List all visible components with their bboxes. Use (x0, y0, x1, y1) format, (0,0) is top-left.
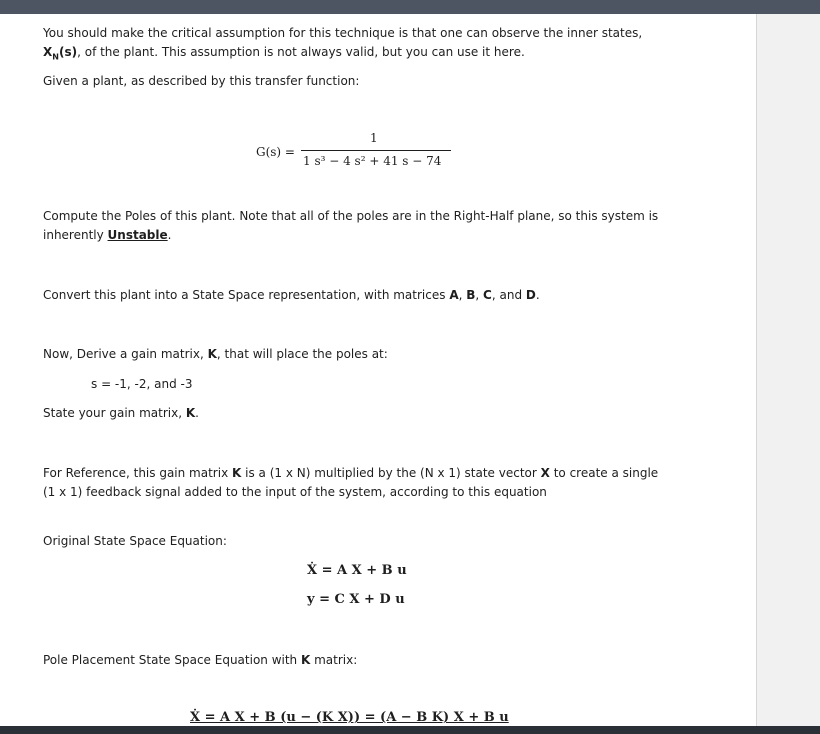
fraction-bar (301, 150, 451, 151)
unstable-word: Unstable (107, 228, 168, 242)
state-space-instruction: Convert this plant into a State Space representation, with matrices A, B, C, and D. (43, 288, 540, 302)
output-equation: y = C X + D u (307, 592, 405, 607)
transfer-function-intro: Given a plant, as described by this transfer function: (43, 74, 360, 88)
pole-placement-label: Pole Placement State Space Equation with K matrix: (43, 653, 358, 667)
gain-matrix-instruction: Now, Derive a gain matrix, K, that will place the poles at: (43, 347, 388, 361)
window-top-bar (0, 0, 820, 14)
window-bottom-bar (0, 726, 820, 734)
pole-placement-equation: Ẋ = A X + B (u − (K X)) = (A − B K) X + B u (190, 710, 509, 725)
state-gain-matrix-instruction: State your gain matrix, K. (43, 406, 199, 420)
transfer-function-numerator: 1 (370, 131, 378, 145)
poles-text-line-1: Compute the Poles of this plant. Note that all of the poles are in the Right-Half plane, so this system is (43, 209, 659, 223)
page-margin-area (756, 14, 820, 726)
transfer-function-lhs: G(s) = (256, 145, 295, 159)
state-equation: Ẋ = A X + B u (307, 563, 407, 578)
transfer-function-denominator: 1 s³ − 4 s² + 41 s − 74 (303, 154, 442, 168)
document-page (0, 14, 756, 726)
poles-text-line-2: inherently Unstable. (43, 228, 172, 242)
assumption-text-line-2: $X_N(s)$, of the plant. This assumption is not always valid, but you can use it here. (43, 45, 525, 62)
reference-text-line-1: For Reference, this gain matrix K is a (1 x N) multiplied by the (N x 1) state vector X to create a single (43, 466, 659, 480)
reference-text-line-2: (1 x 1) feedback signal added to the input of the system, according to this equation (43, 485, 547, 499)
state-symbol: $X_N(s)$ (43, 45, 78, 62)
assumption-text-line-1: You should make the critical assumption for this technique is that one can observe the inner states, (43, 26, 643, 40)
original-equation-label: Original State Space Equation: (43, 534, 227, 548)
desired-poles: s = -1, -2, and -3 (91, 377, 193, 391)
